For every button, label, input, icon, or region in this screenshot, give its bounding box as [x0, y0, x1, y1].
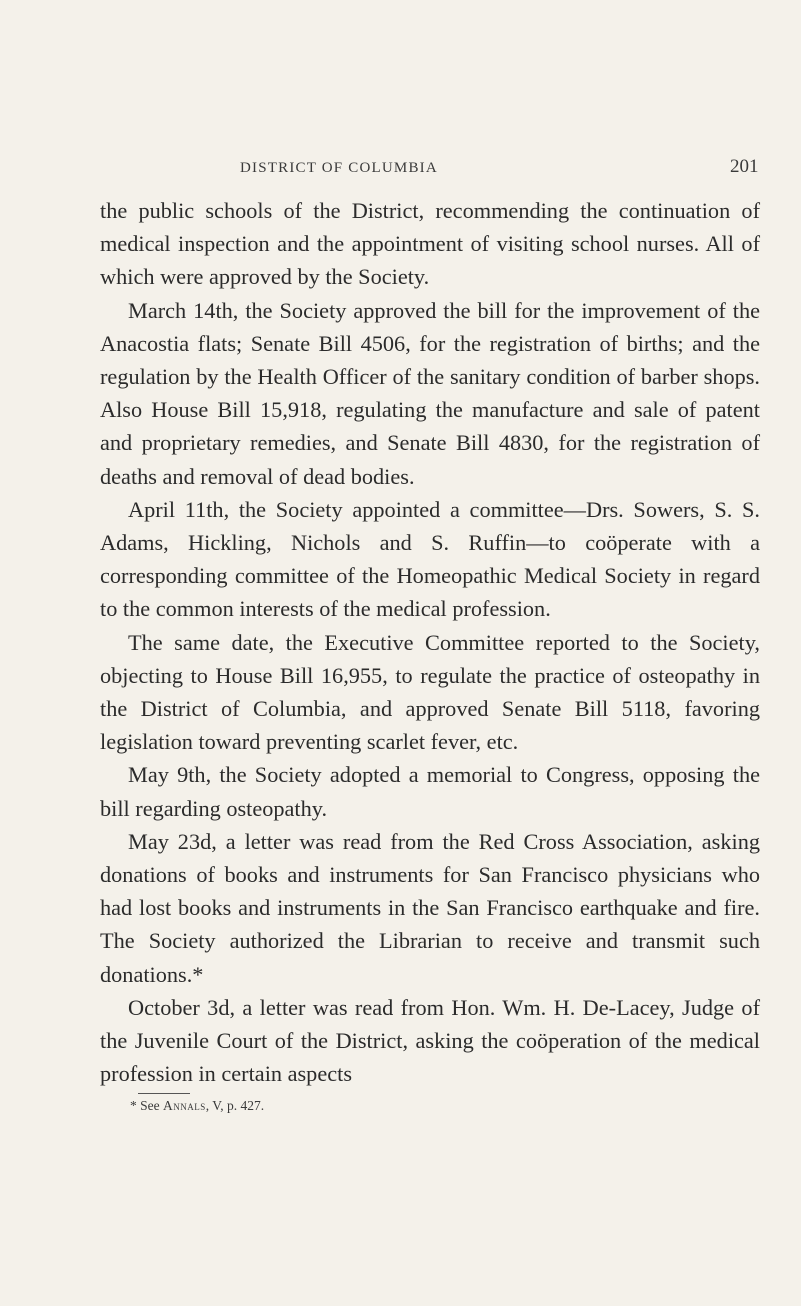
footnote-reference: , V, p. 427. [205, 1098, 265, 1113]
paragraph-continuation: the public schools of the District, recommending the continuation of medical inspection and the appointment of visiting school nurses. All of which were approved by the Society. [100, 198, 760, 290]
paragraph-executive-committee: The same date, the Executive Committee reported to the Society, objecting to House Bill 16,955, to regulate the practice of osteopathy in the District of Columbia, and approved Senate Bill 5118, favoring legislation toward preventing scarlet fever, etc. [100, 629, 760, 755]
paragraph-may-23: May 23d, a letter was read from the Red Cross Association, asking donations of books and instruments for San Francisco physicians who had lost books and instruments in the San Francisco earthquake and fire. The Society authorized the Librarian to receive and transmit such donations.* [100, 828, 760, 987]
paragraph-april: April 11th, the Society appointed a committee—Drs. Sowers, S. S. Adams, Hickling, Nichols and S. Ruffin—to coöperate with a corresponding committee of the Homeopathic Medical Society in regard to the common interests of the medical profession. [100, 496, 760, 622]
body-text [100, 194, 760, 1090]
running-head: DISTRICT OF COLUMBIA [240, 160, 438, 176]
paragraph-may-9: May 9th, the Society adopted a memorial to Congress, opposing the bill regarding osteopathy. [100, 762, 760, 821]
page-number: 201 [730, 156, 759, 177]
paragraph-october: October 3d, a letter was read from Hon. Wm. H. De-Lacey, Judge of the Juvenile Court of the District, asking the coöperation of the medical profession in certain aspects [100, 994, 760, 1087]
footnote-marker: * See [130, 1098, 160, 1113]
footnote-source: Annals [163, 1098, 206, 1113]
footnote-rule [138, 1093, 190, 1094]
paragraph-march: March 14th, the Society approved the bill for the improvement of the Anacostia flats; Senate Bill 4506, for the registration of births; and the regulation by the Health Officer of the sanitary condition of barber shops. Also House Bill 15,918, regulating the manufacture and sale of patent and proprietary remedies, and Senate Bill 4830, for the registration of deaths and removal of dead bodies. [100, 297, 760, 489]
footnote [130, 1098, 264, 1114]
